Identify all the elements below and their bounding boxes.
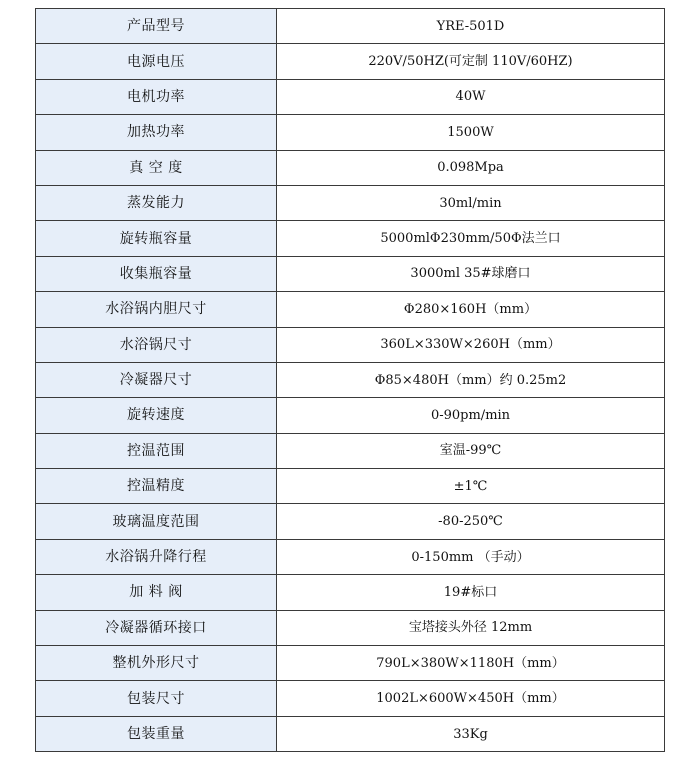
row-value: ±1℃ <box>277 469 665 504</box>
row-label: 蒸发能力 <box>36 185 277 220</box>
row-label: 产品型号 <box>36 9 277 44</box>
table-row <box>36 292 665 327</box>
row-label: 冷凝器循环接口 <box>36 610 277 645</box>
row-label: 包装尺寸 <box>36 681 277 716</box>
row-value: 360L×330W×260H（mm） <box>277 327 665 362</box>
row-value: 790L×380W×1180H（mm） <box>277 646 665 681</box>
row-label: 加 料 阀 <box>36 575 277 610</box>
table-row <box>36 150 665 185</box>
table-row <box>36 115 665 150</box>
row-label: 整机外形尺寸 <box>36 646 277 681</box>
spec-table <box>35 8 665 752</box>
table-row <box>36 716 665 751</box>
row-value: 宝塔接头外径 12mm <box>277 610 665 645</box>
row-value: 0-150mm （手动） <box>277 539 665 574</box>
table-row <box>36 681 665 716</box>
row-value: 1500W <box>277 115 665 150</box>
row-value: Φ280×160H（mm） <box>277 292 665 327</box>
table-row <box>36 185 665 220</box>
row-label: 收集瓶容量 <box>36 256 277 291</box>
table-row <box>36 469 665 504</box>
table-row <box>36 9 665 44</box>
table-row <box>36 610 665 645</box>
row-label: 冷凝器尺寸 <box>36 362 277 397</box>
row-label: 电源电压 <box>36 44 277 79</box>
row-value: 220V/50HZ(可定制 110V/60HZ) <box>277 44 665 79</box>
table-row <box>36 539 665 574</box>
table-row <box>36 79 665 114</box>
row-label: 加热功率 <box>36 115 277 150</box>
table-row <box>36 504 665 539</box>
table-row <box>36 575 665 610</box>
row-value: YRE-501D <box>277 9 665 44</box>
table-row <box>36 433 665 468</box>
row-label: 玻璃温度范围 <box>36 504 277 539</box>
row-label: 真 空 度 <box>36 150 277 185</box>
row-value: 30ml/min <box>277 185 665 220</box>
table-row <box>36 362 665 397</box>
table-row <box>36 646 665 681</box>
table-row <box>36 256 665 291</box>
row-value: 5000mlΦ230mm/50Φ法兰口 <box>277 221 665 256</box>
row-value: 19#标口 <box>277 575 665 610</box>
row-value: 0.098Mpa <box>277 150 665 185</box>
row-value: 0-90pm/min <box>277 398 665 433</box>
row-value: 40W <box>277 79 665 114</box>
row-label: 控温精度 <box>36 469 277 504</box>
row-label: 水浴锅升降行程 <box>36 539 277 574</box>
row-value: 33Kg <box>277 716 665 751</box>
table-row <box>36 398 665 433</box>
row-value: 室温-99℃ <box>277 433 665 468</box>
table-row <box>36 44 665 79</box>
row-value: 3000ml 35#球磨口 <box>277 256 665 291</box>
row-label: 包装重量 <box>36 716 277 751</box>
row-value: Φ85×480H（mm）约 0.25m2 <box>277 362 665 397</box>
row-label: 电机功率 <box>36 79 277 114</box>
row-label: 水浴锅内胆尺寸 <box>36 292 277 327</box>
table-row <box>36 327 665 362</box>
row-label: 水浴锅尺寸 <box>36 327 277 362</box>
row-value: -80-250℃ <box>277 504 665 539</box>
table-row <box>36 221 665 256</box>
row-label: 旋转瓶容量 <box>36 221 277 256</box>
row-label: 旋转速度 <box>36 398 277 433</box>
row-value: 1002L×600W×450H（mm） <box>277 681 665 716</box>
row-label: 控温范围 <box>36 433 277 468</box>
